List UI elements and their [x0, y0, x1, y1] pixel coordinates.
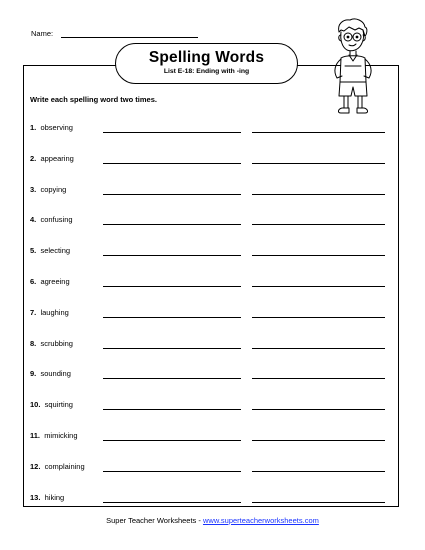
boy-illustration-icon [323, 16, 381, 116]
writing-line-second[interactable] [252, 224, 385, 225]
word-row [0, 277, 425, 291]
writing-line-first[interactable] [103, 502, 241, 503]
writing-line-first[interactable] [103, 378, 241, 379]
name-label: Name: [31, 29, 54, 38]
word-text: selecting [40, 246, 71, 256]
word-row [0, 154, 425, 168]
footer-text: Super Teacher Worksheets - [106, 516, 203, 525]
writing-line-second[interactable] [252, 286, 385, 287]
word-number: 3. [30, 184, 37, 194]
word-row [0, 246, 425, 260]
word-number: 10. [30, 400, 41, 410]
word-row [0, 215, 425, 229]
word-row [0, 369, 425, 383]
word-label [30, 308, 69, 317]
word-row [0, 400, 425, 414]
word-row [0, 308, 425, 322]
word-text: observing [40, 123, 73, 132]
word-text: confusing [40, 215, 73, 225]
writing-line-second[interactable] [252, 163, 385, 164]
word-number: 8. [30, 338, 37, 348]
writing-line-first[interactable] [103, 224, 241, 225]
word-text: complaining [44, 461, 85, 471]
word-row [0, 185, 425, 199]
writing-line-second[interactable] [252, 317, 385, 318]
name-line[interactable] [61, 37, 198, 38]
word-label [30, 246, 70, 255]
word-row [0, 431, 425, 445]
word-number: 12. [30, 461, 41, 471]
writing-line-first[interactable] [103, 132, 241, 133]
word-label [30, 431, 78, 440]
word-number: 6. [30, 277, 37, 286]
footer-link[interactable]: www.superteacherworksheets.com [202, 516, 319, 525]
word-label [30, 185, 66, 194]
writing-line-first[interactable] [103, 163, 241, 164]
word-label [30, 154, 74, 163]
page-title: Spelling Words [148, 49, 265, 66]
word-text: hiking [44, 492, 65, 502]
word-label [30, 277, 70, 286]
word-text: squirting [44, 400, 73, 410]
writing-line-second[interactable] [252, 194, 385, 195]
word-text: appearing [40, 153, 74, 163]
word-number: 11. [30, 431, 41, 440]
word-number: 4. [30, 215, 37, 225]
title-banner [115, 43, 298, 84]
word-label [30, 215, 73, 224]
word-text: agreeing [40, 277, 70, 286]
word-row [0, 493, 425, 507]
word-row [0, 339, 425, 353]
writing-line-first[interactable] [103, 409, 241, 410]
instructions: Write each spelling word two times. [30, 95, 157, 104]
writing-line-first[interactable] [103, 471, 241, 472]
word-label [30, 400, 73, 409]
writing-line-second[interactable] [252, 378, 385, 379]
word-label [30, 369, 71, 378]
list-subtitle: List E-18: Ending with -ing [163, 68, 250, 75]
word-number: 7. [30, 307, 37, 317]
word-row [0, 123, 425, 137]
writing-line-first[interactable] [103, 348, 241, 349]
word-text: laughing [40, 307, 69, 317]
writing-line-second[interactable] [252, 471, 385, 472]
writing-line-second[interactable] [252, 132, 385, 133]
writing-line-first[interactable] [103, 255, 241, 256]
word-row [0, 462, 425, 476]
writing-line-second[interactable] [252, 348, 385, 349]
word-label [30, 339, 73, 348]
writing-line-first[interactable] [103, 440, 241, 441]
word-number: 1. [30, 123, 37, 132]
writing-line-second[interactable] [252, 409, 385, 410]
word-text: mimicking [44, 431, 78, 440]
word-text: sounding [40, 369, 71, 379]
writing-line-first[interactable] [103, 194, 241, 195]
word-text: copying [40, 184, 67, 194]
word-label [30, 462, 85, 471]
writing-line-second[interactable] [252, 440, 385, 441]
word-number: 2. [30, 153, 37, 163]
writing-line-first[interactable] [103, 286, 241, 287]
writing-line-second[interactable] [252, 255, 385, 256]
word-text: scrubbing [40, 338, 73, 348]
writing-line-second[interactable] [252, 502, 385, 503]
word-label [30, 493, 64, 502]
footer [0, 516, 425, 525]
word-number: 13. [30, 492, 41, 502]
word-number: 9. [30, 369, 37, 379]
writing-line-first[interactable] [103, 317, 241, 318]
word-number: 5. [30, 246, 37, 256]
word-label [30, 123, 73, 132]
